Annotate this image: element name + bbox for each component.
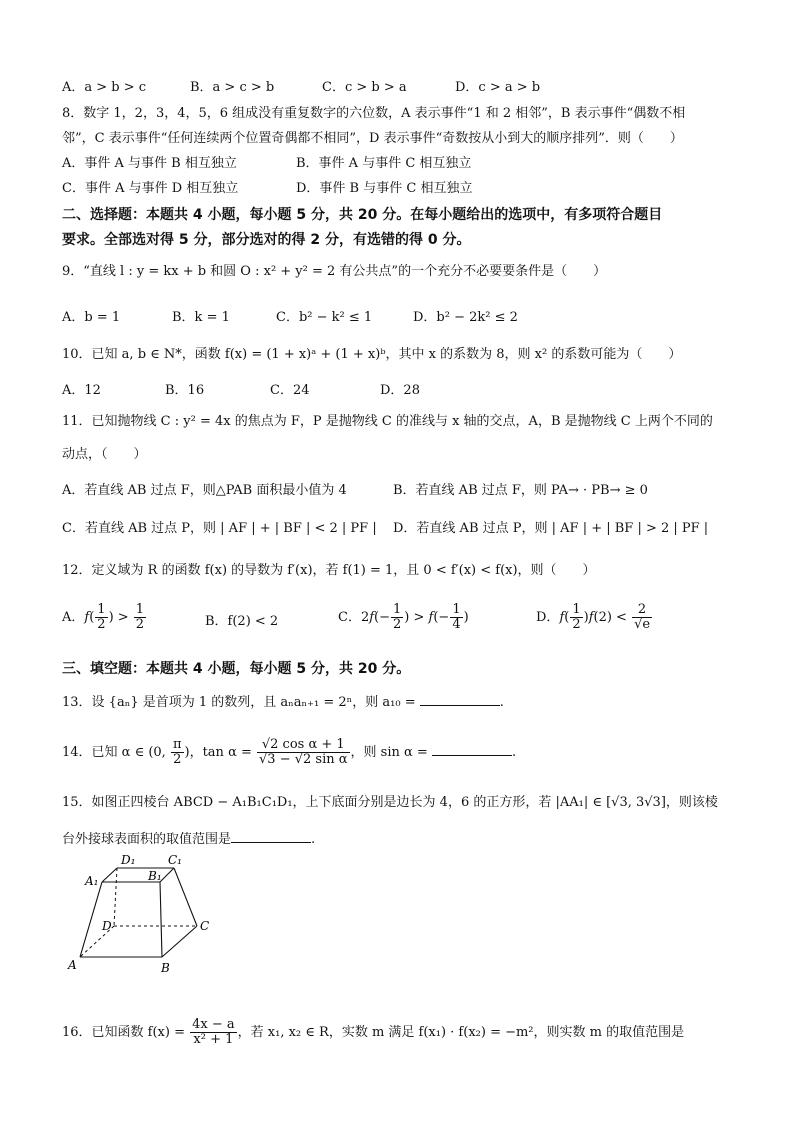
label-B1: B₁ <box>148 869 162 883</box>
q12-c-den: 2 <box>393 617 402 632</box>
q12-c-rhs-den: 4 <box>452 617 461 632</box>
q14-end: . <box>511 745 517 760</box>
label-D1: D₁ <box>121 853 136 867</box>
q9-option-a: A．b = 1 <box>62 310 121 325</box>
q15-stem-line1: 15．如图正四棱台 ABCD − A₁B₁C₁D₁，上下底面分别是边长为 4，6 的正方形，若 |AA₁| ∈ [√3, 3√3]，则该棱 <box>62 795 718 810</box>
q9-option-b: B．k = 1 <box>172 310 230 325</box>
q11-option-c: C．若直线 AB 过点 P，则 | AF | + | BF | < 2 | PF | <box>62 521 377 536</box>
q10-stem: 10．已知 a, b ∈ N*，函数 f(x) = (1 + x)ᵃ + (1 + x)ᵇ，其中 x 的系数为 8，则 x² 的系数可能为（ ） <box>62 347 682 362</box>
q11-option-d: D．若直线 AB 过点 P，则 | AF | + | BF | > 2 | PF | <box>393 521 709 536</box>
q15-stem-line2 <box>62 830 315 849</box>
q12-c-num: 1 <box>393 602 402 617</box>
q16-den: x² + 1 <box>193 1032 234 1047</box>
q14-text-mid: )，tan α = <box>184 745 252 760</box>
q8-option-a: A．事件 A 与事件 B 相互独立 <box>62 156 237 171</box>
label-C1: C₁ <box>168 853 182 867</box>
q8-option-b: B．事件 A 与事件 C 相互独立 <box>296 156 472 171</box>
q11-option-b: B．若直线 AB 过点 F，则 PA→ · PB→ ≥ 0 <box>393 483 648 498</box>
q12-a-den: 2 <box>97 617 106 632</box>
q11-stem-line1: 11．已知抛物线 C : y² = 4x 的焦点为 F，P 是抛物线 C 的准线与 x 轴的交点，A，B 是抛物线 C 上两个不同的 <box>62 414 713 429</box>
q12-c-rhs-num: 1 <box>452 602 461 617</box>
q12-d-rhs-den: √e <box>634 617 651 632</box>
q9-stem: 9．“直线 l : y = kx + b 和圆 O : x² + y² = 2 有公共点”的一个充分不必要要条件是（ ） <box>62 264 607 279</box>
q14-tan-num: √2 cos α + 1 <box>257 738 350 753</box>
q9-option-c: C．b² − k² ≤ 1 <box>276 310 373 325</box>
q14-two: 2 <box>173 752 182 767</box>
q14-stem <box>62 738 516 767</box>
label-C: C <box>200 919 210 933</box>
q14-answer-blank[interactable] <box>432 743 512 756</box>
q12-option-d: D．f( $\frac{1}{2}$ )f(2) < $\frac{2}{√e}$ <box>536 602 651 632</box>
q8-option-c: C．事件 A 与事件 D 相互独立 <box>62 181 239 196</box>
q14-pi: π <box>172 737 182 752</box>
section2-heading-line2: 要求。全部选对得 5 分，部分选对的得 2 分，有选错的得 0 分。 <box>62 232 471 248</box>
q14-text-pre: 14．已知 α ∈ (0, <box>62 745 166 760</box>
q11-option-a: A．若直线 AB 过点 F，则△PAB 面积最小值为 4 <box>62 483 347 498</box>
q12-d-den: 2 <box>572 617 581 632</box>
q8-option-d: D．事件 B 与事件 C 相互独立 <box>296 181 473 196</box>
q12-option-c: C．2f(− $\frac{1}{2}$ ) > f(− $\frac{1}{4}$ ) <box>338 602 469 632</box>
frustum-figure <box>62 852 232 977</box>
q9-option-d: D．b² − 2k² ≤ 2 <box>413 310 518 325</box>
q15-end: . <box>311 832 316 847</box>
q7-option-d: D．c > a > b <box>455 80 541 95</box>
q12-option-a: A．f( $\frac{1}{2}$ ) > $\frac{1}{2}$ <box>62 602 145 632</box>
label-D: D <box>102 919 112 933</box>
q16-num: 4x − a <box>192 1017 235 1032</box>
q10-option-a: A．12 <box>62 383 101 398</box>
q8-stem-line2: 邻”，C 表示事件“任何连续两个位置奇偶都不相同”，D 表示事件“奇数按从小到大的顺序排列”．则（ ） <box>62 131 683 146</box>
q12-d-num: 1 <box>572 602 581 617</box>
q15-text: 台外接球表面积的取值范围是 <box>62 832 232 847</box>
q12-d-rhs-num: 2 <box>632 603 652 618</box>
q16-text-post: ，若 x₁, x₂ ∈ R，实数 m 满足 f(x₁) · f(x₂) = −m²，则实数 m 的取值范围是 <box>237 1025 685 1040</box>
q7-option-c: C．c > b > a <box>322 80 407 95</box>
q11-stem-line2: 动点，（ ） <box>62 447 147 462</box>
label-B: B <box>161 961 170 975</box>
q14-tan-den: √3 − √2 sin α <box>259 752 348 767</box>
q12-option-d-label: D． <box>536 610 560 625</box>
q13-end: . <box>499 695 504 710</box>
q8-stem-line1: 8．数字 1，2，3，4，5，6 组成没有重复数字的六位数，A 表示事件“1 和 2 相邻”，B 表示事件“偶数不相 <box>62 106 686 121</box>
section3-heading: 三、填空题：本题共 4 小题，每小题 5 分，共 20 分。 <box>62 661 411 677</box>
q16-stem <box>62 1018 684 1047</box>
label-A: A <box>68 958 77 972</box>
q10-option-c: C．24 <box>270 383 310 398</box>
label-A1: A₁ <box>85 874 99 888</box>
q13-answer-blank[interactable] <box>420 693 500 706</box>
q15-answer-blank[interactable] <box>231 830 311 843</box>
q12-option-c-label: C． <box>338 610 361 625</box>
q12-a-rhs-den: 2 <box>135 617 145 632</box>
q16-text-pre: 16．已知函数 f(x) = <box>62 1025 185 1040</box>
q12-stem: 12．定义域为 R 的函数 f(x) 的导数为 f′(x)，若 f(1) = 1，且 0 < f′(x) < f(x)，则（ ） <box>62 563 596 578</box>
q10-option-d: D．28 <box>380 383 420 398</box>
q13-stem <box>62 693 504 712</box>
q12-a-rhs-num: 1 <box>135 602 145 617</box>
q7-option-b: B．a > c > b <box>190 80 275 95</box>
q12-option-a-label: A． <box>62 610 85 625</box>
q12-option-b: B．f(2) < 2 <box>205 614 279 629</box>
q7-option-a: A．a > b > c <box>62 80 147 95</box>
section2-heading-line1: 二、选择题：本题共 4 小题，每小题 5 分，共 20 分。在每小题给出的选项中，有多项符合题目 <box>62 207 663 223</box>
q10-option-b: B．16 <box>165 383 205 398</box>
q14-text-post: ，则 sin α = <box>350 745 428 760</box>
q13-text: 13．设 {aₙ} 是首项为 1 的数列，且 aₙaₙ₊₁ = 2ⁿ，则 a₁₀ = <box>62 695 416 710</box>
q12-a-num: 1 <box>97 602 106 617</box>
